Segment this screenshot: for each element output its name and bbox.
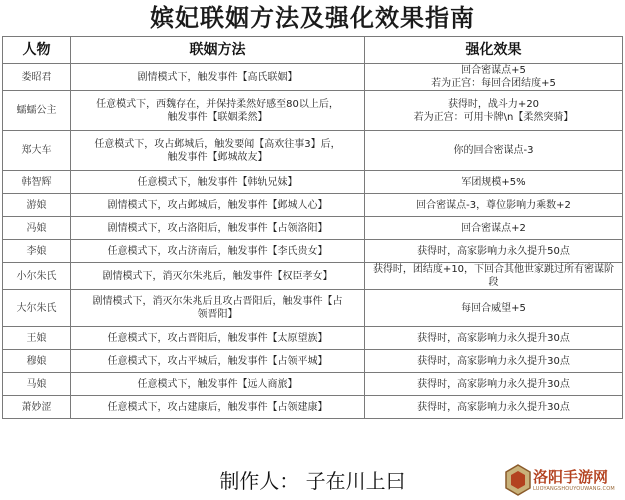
method-cell: 剧情模式下，攻占洛阳后，触发事件【占领洛阳】 — [71, 217, 365, 240]
character-name-cell: 韩智辉 — [3, 171, 71, 194]
method-cell: 任意模式下，攻占建康后，触发事件【占领建康】 — [71, 396, 365, 419]
character-name-cell: 王娘 — [3, 327, 71, 350]
character-name-cell: 小尔朱氏 — [3, 263, 71, 290]
character-name-cell: 娄昭君 — [3, 64, 71, 91]
character-name-cell: 冯娘 — [3, 217, 71, 240]
site-watermark — [503, 462, 621, 498]
method-cell: 任意模式下，攻占济南后，触发事件【李氏贵女】 — [71, 240, 365, 263]
effect-cell: 获得时，高家影响力永久提升30点 — [365, 373, 623, 396]
effect-cell: 获得时，高家影响力永久提升30点 — [365, 327, 623, 350]
page-title: 嫔妃联姻方法及强化效果指南 — [150, 4, 475, 32]
table-row — [3, 194, 623, 217]
method-cell: 剧情模式下，消灭尔朱兆后且攻占晋阳后，触发事件【占 领晋阳】 — [71, 290, 365, 327]
table-row — [3, 396, 623, 419]
method-cell: 任意模式下，攻占平城后，触发事件【占领平城】 — [71, 350, 365, 373]
method-cell: 剧情模式下，触发事件【高氏联姻】 — [71, 64, 365, 91]
table-row — [3, 64, 623, 91]
character-name-cell: 游娘 — [3, 194, 71, 217]
guide-table — [2, 36, 623, 419]
table-row — [3, 171, 623, 194]
method-cell: 任意模式下，触发事件【远人商旅】 — [71, 373, 365, 396]
character-name-cell: 蠕蠕公主 — [3, 91, 71, 131]
effect-cell: 每回合威望+5 — [365, 290, 623, 327]
watermark-logo-icon — [503, 463, 533, 497]
character-name-cell: 李娘 — [3, 240, 71, 263]
effect-cell: 回合密谋点+2 — [365, 217, 623, 240]
header-effect: 强化效果 — [365, 37, 623, 64]
header-character: 人物 — [3, 37, 71, 64]
effect-cell: 获得时，战斗力+20 若为正宫：可用卡牌\n【柔然突骑】 — [365, 91, 623, 131]
header-method: 联姻方法 — [71, 37, 365, 64]
effect-cell: 回合密谋点-3，尊位影响力乘数+2 — [365, 194, 623, 217]
effect-cell: 获得时，高家影响力永久提升30点 — [365, 350, 623, 373]
effect-cell: 获得时，高家影响力永久提升50点 — [365, 240, 623, 263]
character-name-cell: 郑大车 — [3, 131, 71, 171]
character-name-cell: 大尔朱氏 — [3, 290, 71, 327]
effect-cell: 军团规模+5% — [365, 171, 623, 194]
table-row — [3, 240, 623, 263]
effect-cell: 你的回合密谋点-3 — [365, 131, 623, 171]
watermark-url: LUOYANGSHOUYOUWANG.COM — [533, 486, 615, 492]
table-header-row — [3, 37, 623, 64]
character-name-cell: 萧妙涩 — [3, 396, 71, 419]
method-cell: 任意模式下，攻占邺城后，触发要闻【高欢往事3】后， 触发事件【邺城故友】 — [71, 131, 365, 171]
table-row — [3, 290, 623, 327]
effect-cell: 获得时，团结度+10，下回合其他世家跳过所有密谋阶段 — [365, 263, 623, 290]
effect-cell: 回合密谋点+5 若为正宫：每回合团结度+5 — [365, 64, 623, 91]
watermark-name: 洛阳手游网 — [533, 468, 609, 486]
method-cell: 剧情模式下，消灭尔朱兆后，触发事件【权臣孝女】 — [71, 263, 365, 290]
method-cell: 任意模式下，西魏存在，并保持柔然好感至80以上后， 触发事件【联姻柔然】 — [71, 91, 365, 131]
table-row — [3, 350, 623, 373]
method-cell: 剧情模式下，攻占邺城后，触发事件【邺城人心】 — [71, 194, 365, 217]
table-row — [3, 327, 623, 350]
method-cell: 任意模式下，攻占晋阳后，触发事件【太原望族】 — [71, 327, 365, 350]
table-row — [3, 217, 623, 240]
character-name-cell: 马娘 — [3, 373, 71, 396]
effect-cell: 获得时，高家影响力永久提升30点 — [365, 396, 623, 419]
character-name-cell: 穆娘 — [3, 350, 71, 373]
author-credit: 制作人： 子在川上曰 — [219, 469, 406, 493]
table-row — [3, 91, 623, 131]
table-row — [3, 263, 623, 290]
table-row — [3, 373, 623, 396]
method-cell: 任意模式下，触发事件【韩轨兄妹】 — [71, 171, 365, 194]
table-row — [3, 131, 623, 171]
